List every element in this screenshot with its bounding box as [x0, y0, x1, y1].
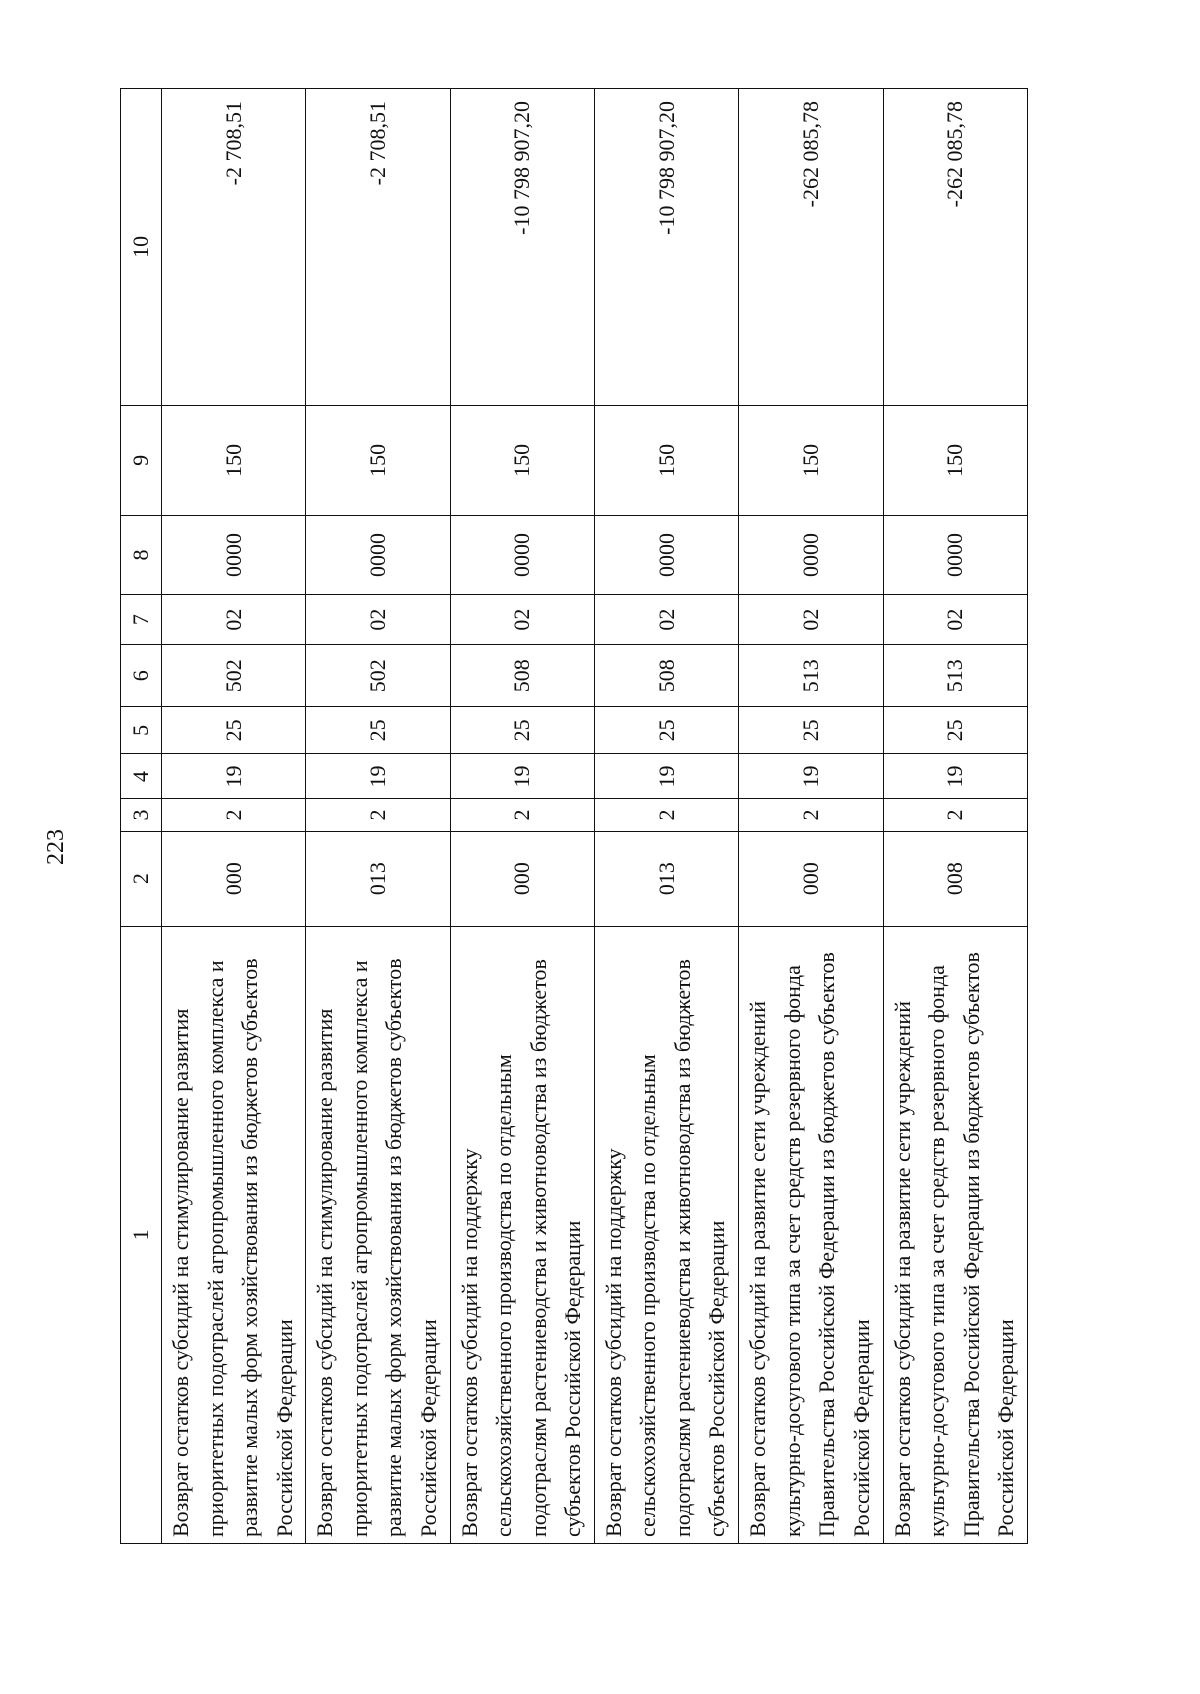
- code-cell: 150: [306, 405, 450, 515]
- code-cell: 0000: [450, 515, 594, 594]
- row-description: Возврат остатков субсидий на развитие сети учреждений культурно-досугового типа за счет средств резервного фонда Правительства Российской Федерации из бюджетов субъектов Российской Федерации: [739, 926, 883, 1543]
- code-cell: 19: [450, 754, 594, 799]
- table-row: [306, 89, 450, 1544]
- column-header: 8: [121, 515, 162, 594]
- code-cell: 150: [594, 405, 738, 515]
- column-header: 10: [121, 89, 162, 406]
- rotated-table-container: [120, 88, 1028, 1544]
- table-row: [162, 89, 306, 1544]
- code-cell: 150: [162, 405, 306, 515]
- code-cell: 513: [883, 645, 1027, 707]
- code-cell: 2: [162, 799, 306, 831]
- code-cell: 000: [739, 831, 883, 926]
- code-cell: 0000: [162, 515, 306, 594]
- code-cell: 02: [306, 595, 450, 645]
- column-header: 9: [121, 405, 162, 515]
- column-header: 6: [121, 645, 162, 707]
- code-cell: 19: [162, 754, 306, 799]
- header-row: [121, 89, 162, 1544]
- column-header: 5: [121, 707, 162, 754]
- code-cell: 02: [450, 595, 594, 645]
- code-cell: 013: [594, 831, 738, 926]
- column-header: 4: [121, 754, 162, 799]
- code-cell: 000: [450, 831, 594, 926]
- code-cell: 0000: [883, 515, 1027, 594]
- code-cell: 02: [883, 595, 1027, 645]
- code-cell: 150: [450, 405, 594, 515]
- code-cell: 502: [306, 645, 450, 707]
- code-cell: 508: [450, 645, 594, 707]
- code-cell: 513: [739, 645, 883, 707]
- page-number: 223: [43, 829, 69, 865]
- column-header: 1: [121, 926, 162, 1543]
- table-row: [594, 89, 738, 1544]
- code-cell: 02: [739, 595, 883, 645]
- amount-cell: -10 798 907,20: [594, 89, 738, 406]
- code-cell: 2: [594, 799, 738, 831]
- code-cell: 150: [883, 405, 1027, 515]
- code-cell: 25: [450, 707, 594, 754]
- code-cell: 19: [594, 754, 738, 799]
- code-cell: 502: [162, 645, 306, 707]
- code-cell: 25: [739, 707, 883, 754]
- code-cell: 0000: [306, 515, 450, 594]
- code-cell: 150: [739, 405, 883, 515]
- amount-cell: -262 085,78: [739, 89, 883, 406]
- code-cell: 19: [306, 754, 450, 799]
- amount-cell: -262 085,78: [883, 89, 1027, 406]
- code-cell: 0000: [739, 515, 883, 594]
- code-cell: 000: [162, 831, 306, 926]
- code-cell: 2: [306, 799, 450, 831]
- row-description: Возврат остатков субсидий на стимулирование развития приоритетных подотраслей агропромышленного комплекса и развитие малых форм хозяйствования из бюджетов субъектов Российской Федерации: [162, 926, 306, 1543]
- column-header: 3: [121, 799, 162, 831]
- column-header: 2: [121, 831, 162, 926]
- table-row: [450, 89, 594, 1544]
- table-row: [883, 89, 1027, 1544]
- code-cell: 02: [594, 595, 738, 645]
- code-cell: 2: [450, 799, 594, 831]
- code-cell: 19: [883, 754, 1027, 799]
- amount-cell: -10 798 907,20: [450, 89, 594, 406]
- column-header: 7: [121, 595, 162, 645]
- code-cell: 25: [306, 707, 450, 754]
- table-row: [739, 89, 883, 1544]
- row-description: Возврат остатков субсидий на развитие сети учреждений культурно-досугового типа за счет средств резервного фонда Правительства Российской Федерации из бюджетов субъектов Российской Федерации: [883, 926, 1027, 1543]
- amount-cell: -2 708,51: [306, 89, 450, 406]
- code-cell: 2: [883, 799, 1027, 831]
- code-cell: 25: [162, 707, 306, 754]
- code-cell: 013: [306, 831, 450, 926]
- code-cell: 008: [883, 831, 1027, 926]
- code-cell: 02: [162, 595, 306, 645]
- code-cell: 19: [739, 754, 883, 799]
- row-description: Возврат остатков субсидий на стимулирование развития приоритетных подотраслей агропромышленного комплекса и развитие малых форм хозяйствования из бюджетов субъектов Российской Федерации: [306, 926, 450, 1543]
- code-cell: 25: [594, 707, 738, 754]
- amount-cell: -2 708,51: [162, 89, 306, 406]
- code-cell: 508: [594, 645, 738, 707]
- row-description: Возврат остатков субсидий на поддержку сельскохозяйственного производства по отдельным подотраслям растениеводства и животноводства из бюджетов субъектов Российской Федерации: [594, 926, 738, 1543]
- code-cell: 25: [883, 707, 1027, 754]
- row-description: Возврат остатков субсидий на поддержку сельскохозяйственного производства по отдельным подотраслям растениеводства и животноводства из бюджетов субъектов Российской Федерации: [450, 926, 594, 1543]
- budget-table: [120, 88, 1028, 1544]
- code-cell: 0000: [594, 515, 738, 594]
- code-cell: 2: [739, 799, 883, 831]
